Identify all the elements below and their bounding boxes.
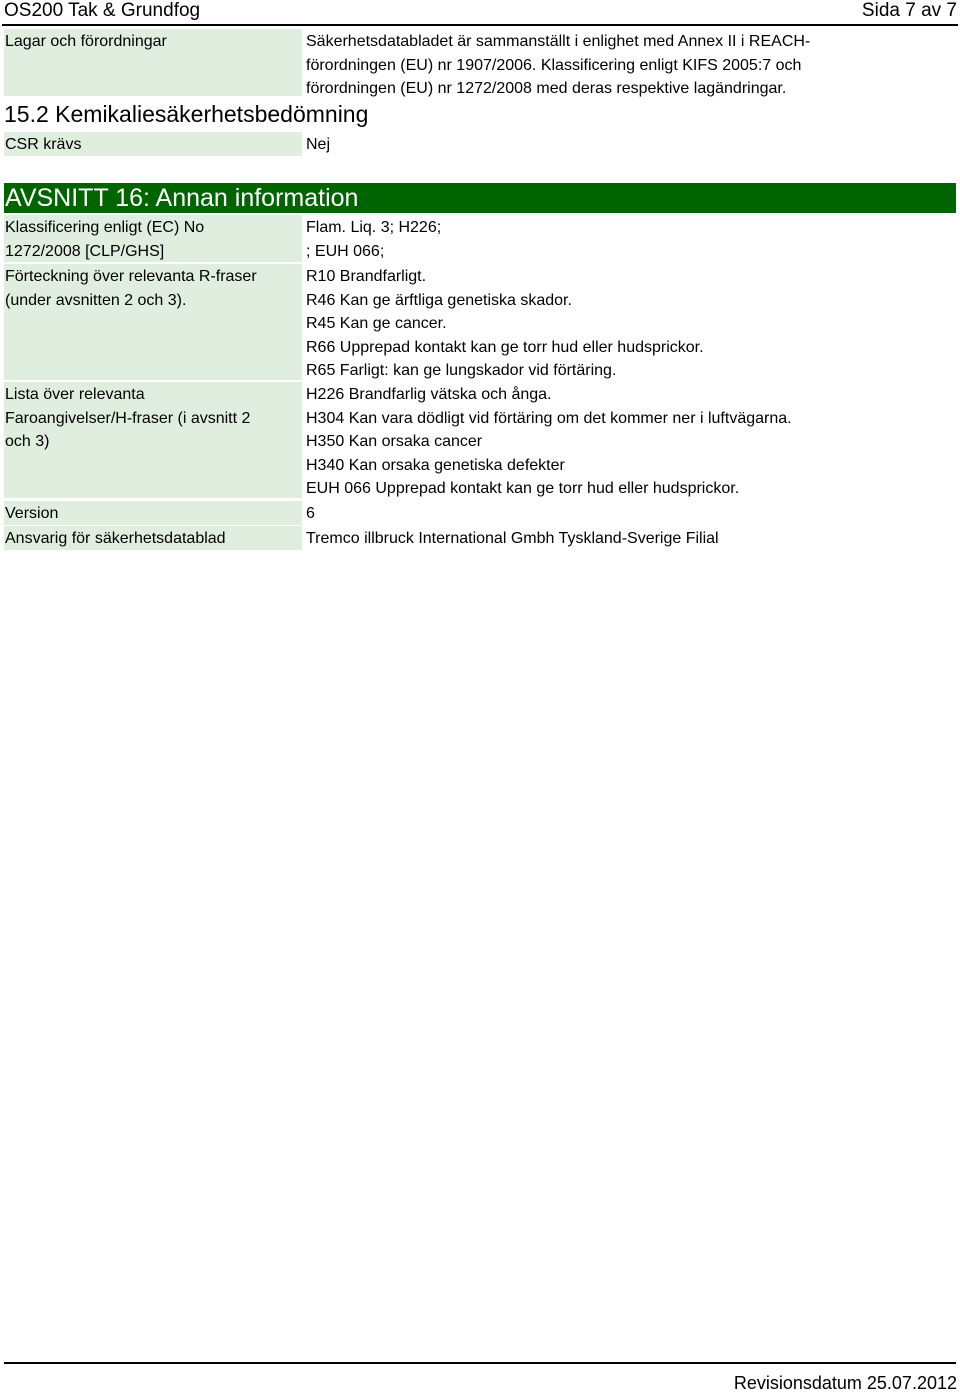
r-phrase-item: R66 Upprepad kontakt kan ge torr hud eller hudsprickor.	[306, 338, 704, 356]
responsible-value	[306, 526, 719, 551]
responsible-label-text: Ansvarig för säkerhetsdatablad	[5, 530, 226, 547]
h-phrase-item: EUH 066 Upprepad kontakt kan ge torr hud eller hudsprickor.	[306, 480, 740, 497]
regulations-value	[306, 29, 810, 101]
regulations-line: Säkerhetsdatabladet är sammanställt i enlighet med Annex II i REACH-	[306, 33, 811, 50]
r-phrase-item: R45 Kan ge cancer.	[306, 315, 447, 332]
r-phrases-label-line: (under avsnitten 2 och 3).	[5, 291, 187, 309]
document-title: OS200 Tak & Grundfog	[4, 0, 201, 21]
r-phrases-value	[306, 264, 704, 383]
version-value-text: 6	[306, 505, 315, 522]
regulations-label	[4, 29, 302, 96]
csr-value-text: Nej	[306, 136, 331, 153]
section-16-header	[4, 183, 956, 213]
section-15-2-heading: 15.2 Kemikaliesäkerhetsbedömning	[4, 101, 369, 127]
version-value	[306, 501, 315, 526]
version-label	[4, 501, 302, 525]
section-16-title: AVSNITT 16: Annan information	[5, 184, 359, 212]
header-divider	[2, 24, 958, 26]
classification-value-line: Flam. Liq. 3; H226;	[306, 219, 442, 236]
classification-label-line: 1272/2008 [CLP/GHS]	[5, 242, 165, 260]
footer-divider	[4, 1362, 956, 1364]
h-phrase-item: H350 Kan orsaka cancer	[306, 433, 483, 450]
h-phrases-label	[4, 382, 302, 498]
csr-label	[4, 132, 302, 156]
page-indicator: Sida 7 av 7	[861, 0, 957, 21]
r-phrase-item: R65 Farligt: kan ge lungskador vid förtäring.	[306, 362, 617, 379]
h-phrases-value	[306, 382, 792, 501]
h-phrases-label-line: Faroangivelser/H-fraser (i avsnitt 2	[5, 409, 251, 427]
classification-value-line: ; EUH 066;	[306, 242, 385, 260]
h-phrases-label-line: och 3)	[5, 433, 50, 450]
classification-value	[306, 215, 441, 263]
classification-label	[4, 215, 302, 262]
r-phrases-label-line: Förteckning över relevanta R-fraser	[5, 268, 257, 285]
responsible-value-text: Tremco illbruck International Gmbh Tyskland-Sverige Filial	[306, 530, 719, 547]
h-phrase-item: H304 Kan vara dödligt vid förtäring om det kommer ner i luftvägarna.	[306, 409, 792, 427]
classification-label-line: Klassificering enligt (EC) No	[5, 219, 205, 236]
responsible-label	[4, 526, 302, 550]
regulations-line: förordningen (EU) nr 1272/2008 med deras respektive lagändringar.	[306, 80, 787, 97]
h-phrase-item: H340 Kan orsaka genetiska defekter	[306, 456, 565, 474]
r-phrase-item: R10 Brandfarligt.	[306, 268, 427, 285]
r-phrase-item: R46 Kan ge ärftliga genetiska skador.	[306, 291, 572, 309]
revision-date: Revisionsdatum 25.07.2012	[733, 1373, 957, 1393]
h-phrase-item: H226 Brandfarlig vätska och ånga.	[306, 386, 552, 403]
regulations-label-text: Lagar och förordningar	[5, 33, 167, 50]
regulations-line: förordningen (EU) nr 1907/2006. Klassificering enligt KIFS 2005:7 och	[306, 56, 802, 74]
version-label-text: Version	[5, 505, 59, 522]
h-phrases-label-line: Lista över relevanta	[5, 386, 145, 403]
csr-label-text: CSR krävs	[5, 136, 82, 153]
r-phrases-label	[4, 264, 302, 380]
csr-value	[306, 132, 330, 157]
